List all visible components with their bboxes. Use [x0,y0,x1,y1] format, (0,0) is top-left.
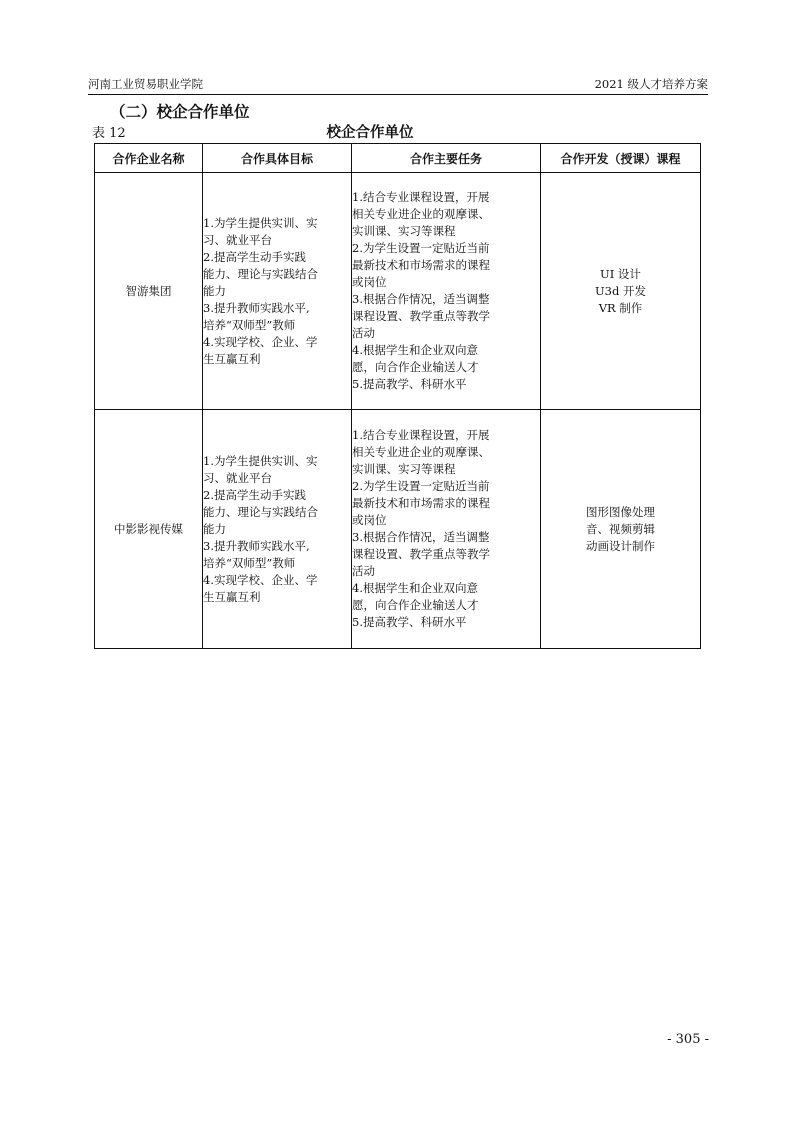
company-name-cell: 中影影视传媒 [95,410,203,649]
tasks-cell [352,173,541,410]
goal-line: 4.实现学校、企业、学 [203,572,318,587]
goals-cell [203,173,352,410]
task-line: 实训课、实习等课程 [352,224,456,238]
page-number: - 305 - [667,1032,709,1047]
goal-line: 4.实现学校、企业、学 [203,334,318,349]
table-header-row [95,144,701,173]
course-item: 动画设计制作 [586,538,655,553]
task-line: 课程设置、教学重点等教学 [352,309,490,323]
task-line: 或岗位 [352,275,387,289]
task-line: 最新技术和市场需求的课程 [352,496,490,510]
task-line: 实训课、实习等课程 [352,462,456,476]
goal-line: 生互赢互利 [203,351,261,366]
task-line: 1.结合专业课程设置，开展 [352,428,490,442]
header-institution: 河南工业贸易职业学院 [88,77,203,91]
goal-line: 能力、理论与实践结合 [203,266,318,281]
goal-line: 2.提高学生动手实践 [203,487,306,502]
header-divider [88,94,708,95]
goal-line: 能力、理论与实践结合 [203,504,318,519]
column-header-goals: 合作具体目标 [203,144,352,173]
task-line: 1.结合专业课程设置，开展 [352,190,490,204]
task-line: 4.根据学生和企业双向意 [352,581,478,595]
course-item: UI 设计 [600,266,641,281]
task-line: 5.提高教学、科研水平 [352,377,467,391]
goal-line: 习、就业平台 [203,470,272,485]
task-line: 最新技术和市场需求的课程 [352,258,490,272]
header-document-title: 2021 级人才培养方案 [594,77,708,91]
task-line: 3.根据合作情况，适当调整 [352,292,490,306]
goal-line: 1.为学生提供实训、实 [203,215,318,230]
task-line: 相关专业进企业的观摩课、 [352,445,490,459]
task-line: 愿，向合作企业输送人才 [352,598,479,612]
task-line: 愿，向合作企业输送人才 [352,360,479,374]
task-line: 活动 [352,326,375,340]
goal-line: 3.提升教师实践水平, [203,300,310,315]
section-title: （二）校企合作单位 [110,103,250,121]
tasks-cell [352,410,541,649]
goal-line: 培养“双师型”教师 [203,317,296,332]
goals-cell [203,410,352,649]
table-title: 校企合作单位 [326,125,414,141]
task-line: 5.提高教学、科研水平 [352,615,467,629]
courses-cell [541,173,701,410]
column-header-tasks: 合作主要任务 [352,144,541,173]
goal-line: 1.为学生提供实训、实 [203,453,318,468]
goal-line: 培养“双师型”教师 [203,555,296,570]
task-line: 4.根据学生和企业双向意 [352,343,478,357]
goal-line: 能力 [203,521,226,536]
task-line: 2.为学生设置一定贴近当前 [352,479,490,493]
course-item: U3d 开发 [594,283,647,298]
task-line: 相关专业进企业的观摩课、 [352,207,490,221]
course-item: VR 制作 [598,300,643,315]
task-line: 2.为学生设置一定贴近当前 [352,241,490,255]
table-label: 表 12 [92,126,126,141]
goal-line: 习、就业平台 [203,232,272,247]
goal-line: 能力 [203,283,226,298]
task-line: 课程设置、教学重点等教学 [352,547,490,561]
column-header-courses: 合作开发（授课）课程 [541,144,701,173]
task-line: 或岗位 [352,513,387,527]
goal-line: 3.提升教师实践水平, [203,538,310,553]
goal-line: 生互赢互利 [203,589,261,604]
goal-line: 2.提高学生动手实践 [203,249,306,264]
course-item: 音、视频剪辑 [586,521,655,536]
table-row [95,410,701,649]
task-line: 活动 [352,564,375,578]
task-line: 3.根据合作情况，适当调整 [352,530,490,544]
course-item: 图形图像处理 [586,504,655,519]
courses-cell [541,410,701,649]
table-row [95,173,701,410]
cooperation-table [94,143,701,649]
column-header-company: 合作企业名称 [95,144,203,173]
company-name-cell: 智游集团 [95,173,203,410]
